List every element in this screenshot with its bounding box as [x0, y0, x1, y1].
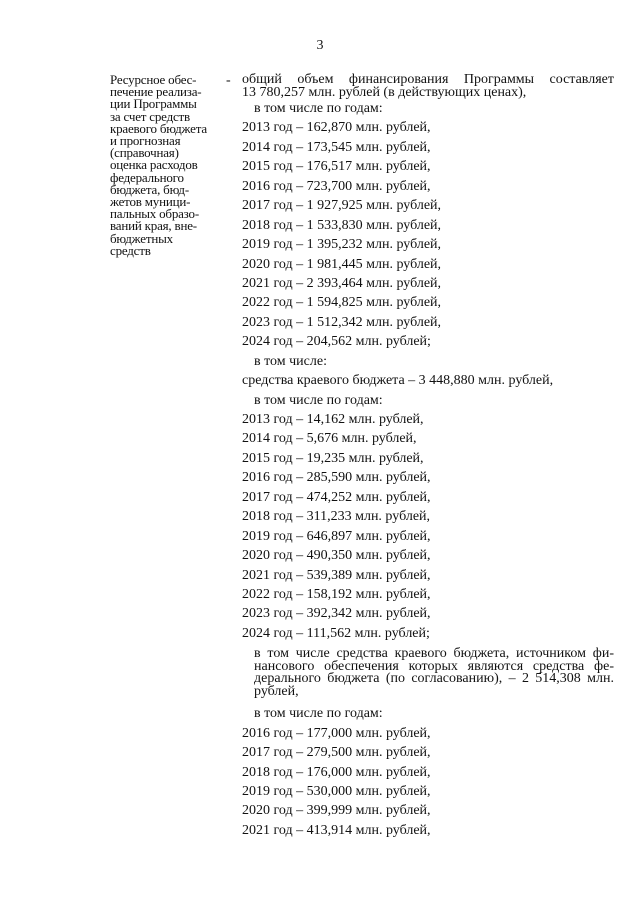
year-row: 2019 год – 1 395,232 млн. рублей, [242, 237, 442, 253]
year-row: 2023 год – 392,342 млн. рублей, [242, 606, 431, 622]
label-line: федерального [110, 169, 184, 185]
label-line: за счет средств [110, 108, 190, 124]
resource-label [110, 74, 222, 257]
label-line: ваний края, вне- [110, 218, 197, 234]
label-line: Ресурсное обес- [110, 72, 197, 87]
year-row: 2019 год – 530,000 млн. рублей, [242, 784, 431, 799]
intro-line: 13 780,257 млн. рублей (в действующих ценах), [242, 85, 527, 100]
year-row: 2021 год – 539,389 млн. рублей, [242, 567, 431, 583]
regional-budget-total: средства краевого бюджета – 3 448,880 млн. рублей, [242, 373, 554, 389]
by-years-label: в том числе по годам: [254, 392, 383, 408]
label-line: оценка расходов [110, 157, 198, 173]
label-line: (справочная) [110, 145, 179, 161]
year-row: 2017 год – 279,500 млн. рублей, [242, 745, 431, 761]
year-row: 2016 год – 723,700 млн. рублей, [242, 178, 431, 194]
label-line: бюджета, бюд- [110, 181, 189, 197]
label-line: ции Программы [110, 96, 197, 112]
intro-line: общий объем финансирования Программы составляет [242, 72, 614, 87]
label-line: и прогнозная [110, 133, 181, 149]
page-number: 3 [316, 38, 324, 53]
paragraph-line: нансового обеспечения которых являются средства фе- [254, 658, 614, 674]
label-line: краевого бюджета [110, 120, 207, 136]
year-row: 2013 год – 14,162 млн. рублей, [242, 412, 424, 427]
year-row: 2013 год – 162,870 млн. рублей, [242, 120, 431, 136]
year-row: 2020 год – 490,350 млн. рублей, [242, 548, 431, 564]
year-row: 2018 год – 176,000 млн. рублей, [242, 764, 431, 780]
label-line: печение реализа- [110, 84, 202, 100]
year-row: 2022 год – 1 594,825 млн. рублей, [242, 295, 442, 311]
year-row: 2020 год – 399,999 млн. рублей, [242, 803, 431, 819]
total-financing-intro [242, 73, 614, 99]
year-row: 2019 год – 646,897 млн. рублей, [242, 528, 431, 544]
year-row: 2018 год – 311,233 млн. рублей, [242, 509, 431, 525]
paragraph-line: рублей, [254, 683, 299, 699]
year-row: 2014 год – 173,545 млн. рублей, [242, 139, 431, 155]
paragraph-line: в том числе средства краевого бюджета, источником фи- [254, 646, 614, 662]
year-row: 2020 год – 1 981,445 млн. рублей, [242, 256, 442, 272]
label-line: пальных образо- [110, 206, 199, 222]
financing-details [242, 73, 614, 840]
by-years-label: в том числе по годам: [254, 706, 383, 722]
label-line: бюджетных [110, 230, 173, 246]
year-row: 2021 год – 413,914 млн. рублей, [242, 822, 431, 838]
year-row: 2022 год – 158,192 млн. рублей, [242, 586, 431, 602]
including-label: в том числе: [254, 353, 327, 369]
year-row: 2024 год – 204,562 млн. рублей; [242, 334, 431, 350]
label-line: жетов муници- [110, 194, 191, 210]
label-line: средств [110, 242, 151, 258]
year-row: 2017 год – 1 927,925 млн. рублей, [242, 198, 442, 214]
paragraph-line: дерального бюджета (по согласованию), – 2 514,308 млн. [254, 671, 614, 687]
year-row: 2015 год – 176,517 млн. рублей, [242, 159, 431, 175]
year-row: 2016 год – 177,000 млн. рублей, [242, 725, 431, 741]
year-row: 2014 год – 5,676 млн. рублей, [242, 431, 417, 447]
federal-funds-paragraph [242, 648, 614, 698]
year-row: 2023 год – 1 512,342 млн. рублей, [242, 314, 442, 330]
year-row: 2018 год – 1 533,830 млн. рублей, [242, 217, 442, 233]
year-row: 2017 год – 474,252 млн. рублей, [242, 489, 431, 505]
year-row: 2015 год – 19,235 млн. рублей, [242, 450, 424, 466]
year-row: 2024 год – 111,562 млн. рублей; [242, 625, 430, 641]
by-years-label: в том числе по годам: [254, 101, 383, 116]
year-row: 2021 год – 2 393,464 млн. рублей, [242, 275, 442, 291]
list-dash: - [226, 73, 231, 88]
year-row: 2016 год – 285,590 млн. рублей, [242, 470, 431, 486]
